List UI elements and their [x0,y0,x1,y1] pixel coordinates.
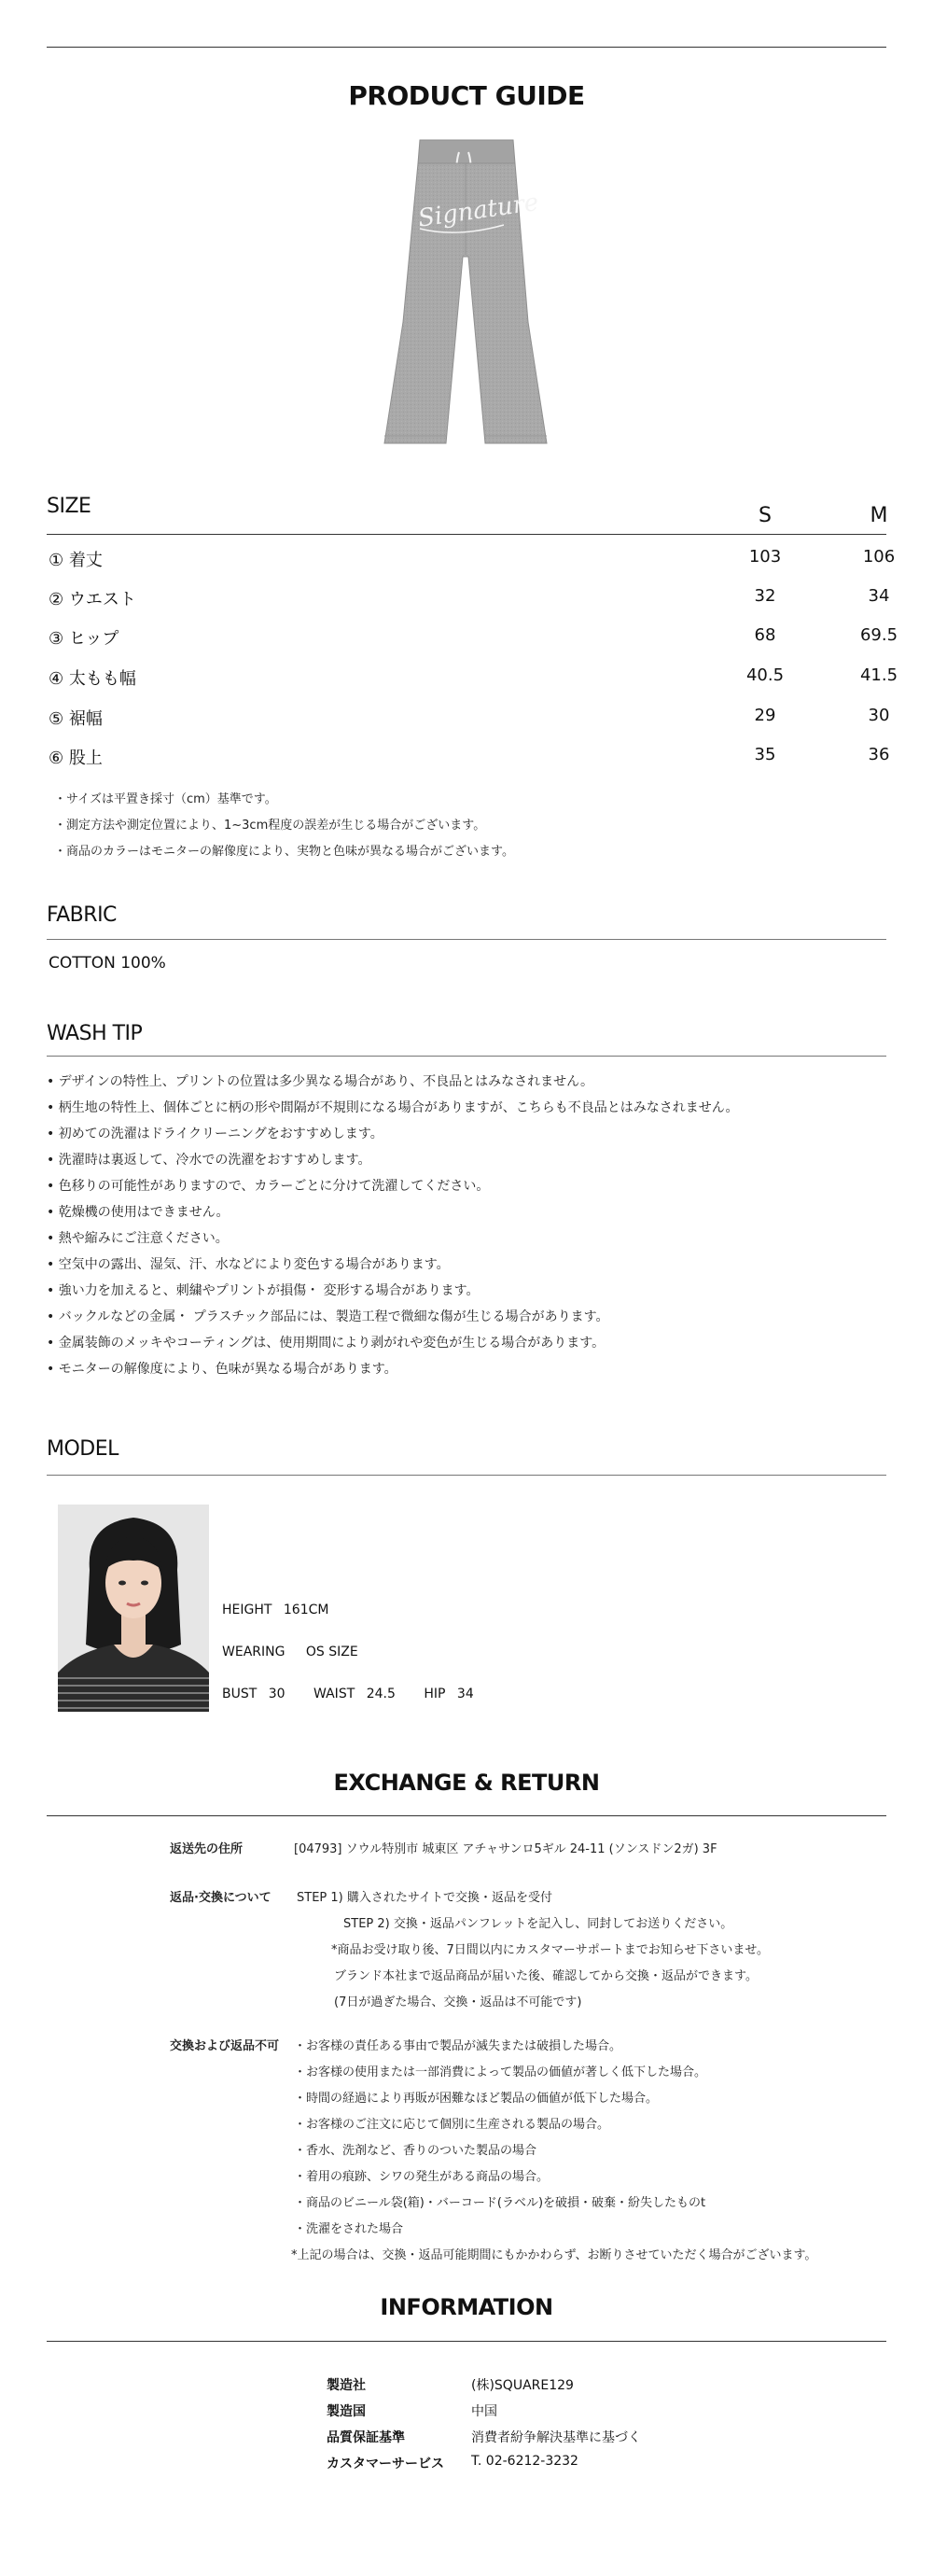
wash-tip-item: • 乾燥機の使用はできません。 [47,1205,230,1220]
exchange-procedure-line: *商品お受け取り後、7日間以内にカスタマーサポートまでお知らせ下さいませ。 [331,1943,769,1957]
model-wearing [222,1645,358,1659]
model-hip-value: 34 [456,1687,474,1701]
size-row [49,547,896,575]
product-guide-title: PRODUCT GUIDE [348,80,585,111]
size-row-label: ⑥ 股上 [49,749,103,768]
information-divider [47,2341,886,2342]
exchange-impossible-line: ・着用の痕跡、シワの発生がある商品の場合。 [294,2170,550,2184]
size-row-s: 40.5 [745,665,785,685]
size-col-m: M [870,504,888,527]
exchange-impossible-line: ・香水、洗剤など、香りのついた製品の場合 [294,2144,537,2158]
size-row-m: 30 [868,706,890,725]
exchange-impossible-line: ・お客様の責任ある事由で製品が滅失または破損した場合。 [294,2039,622,2053]
exchange-impossible-line: ・商品のビニール袋(箱)・バーコード(ラベル)を破損・破棄・紛失したものt [294,2196,706,2210]
size-row [49,625,898,653]
exchange-procedure-line: ブランド本社まで返品商品が届いた後、確認してから交換・返品ができます。 [334,1969,758,1983]
exchange-impossible-line: ・お客様のご注文に応じて個別に生産される製品の場合。 [294,2118,610,2132]
exchange-procedure-line: STEP 2) 交換・返品パンフレットを記入し、同封してお送りください。 [343,1917,733,1931]
info-key: 品質保証基準 [327,2430,405,2445]
size-row-label: ③ ヒップ [49,629,119,649]
size-row-s: 35 [754,745,776,764]
info-value: (株)SQUARE129 [471,2378,574,2393]
info-value: 消費者紛争解決基準に基づく [471,2430,641,2445]
exchange-address-label: 返送先の住所 [170,1842,244,1856]
size-row-label: ④ 太もも幅 [49,669,136,689]
info-key: 製造社 [327,2378,366,2393]
size-row-m: 106 [862,547,896,567]
info-value: 中国 [471,2404,497,2419]
size-row-s: 68 [754,625,776,645]
info-value: T. 02-6212-3232 [471,2454,578,2469]
exchange-impossible-line: ・お客様の使用または一部消費によって製品の価値が著しく低下した場合。 [294,2065,707,2079]
exchange-procedure-line: STEP 1) 購入されたサイトで交換・返品を受付 [297,1891,552,1905]
information-title: INFORMATION [380,2294,553,2320]
exchange-return-title: EXCHANGE & RETURN [333,1770,600,1796]
size-row [49,665,898,693]
fabric-value: COTTON 100% [49,954,166,973]
wash-tip-divider [47,1056,886,1057]
size-row-m: 41.5 [859,665,898,685]
size-col-s: S [759,504,772,527]
info-key: 製造国 [327,2404,366,2419]
exchange-procedure-label: 返品·交換について [170,1891,272,1905]
size-row [49,745,890,773]
wash-tip-item: • 色移りの可能性がありますので、カラーごとに分けて洗濯してください。 [47,1179,490,1194]
exchange-impossible-line: ・洗濯をされた場合 [294,2222,404,2236]
wash-tip-item: • 空気中の露出、湿気、汗、水などにより変色する場合があります。 [47,1257,450,1272]
size-row-s: 103 [748,547,782,567]
wash-tip-item: • 熱や縮みにご注意ください。 [47,1231,229,1246]
info-key: カスタマーサービス [327,2457,444,2471]
model-height-label: HEIGHT [222,1603,272,1617]
model-measurements [222,1687,474,1701]
fabric-divider [47,939,886,940]
size-row [49,586,890,614]
wash-tip-item: • デザインの特性上、プリントの位置は多少異なる場合があり、不良品とはみなされません。 [47,1074,594,1089]
exchange-impossible-line: ・時間の経過により再販が困難なほど製品の価値が低下した場合。 [294,2092,659,2106]
model-photo [58,1505,209,1712]
model-wearing-value: OS SIZE [305,1645,358,1659]
exchange-impossible-label: 交換および返品不可 [170,2039,280,2053]
wash-tip-item: • 初めての洗濯はドライクリーニングをおすすめします。 [47,1127,383,1141]
wash-tip-heading: WASH TIP [47,1022,143,1045]
model-hip-label: HIP [424,1687,446,1701]
exchange-impossible-line: *上記の場合は、交換・返品可能期間にもかかわらず、お断りさせていただく場合がございます。 [291,2248,817,2262]
wash-tip-item: • 洗濯時は裏返して、冷水での洗濯をおすすめします。 [47,1153,371,1168]
size-row-m: 34 [868,586,890,606]
size-row-s: 29 [754,706,776,725]
model-heading: MODEL [47,1437,118,1461]
model-divider [47,1475,886,1476]
fabric-heading: FABRIC [47,903,117,927]
wash-tip-item: • バックルなどの金属・ プラスチック部品には、製造工程で微細な傷が生じる場合があります。 [47,1309,609,1324]
exchange-divider [47,1815,886,1816]
size-row [49,706,890,734]
size-heading: SIZE [47,495,91,518]
svg-text:Signature: Signature [416,188,541,233]
exchange-procedure-line: (7日が過ぎた場合、交換・返品は不可能です) [334,1995,582,2009]
size-note: ・測定方法や測定位置により、1~3cm程度の誤差が生じる場合がございます。 [54,819,486,833]
wash-tip-item: • 強い力を加えると、刺繍やプリントが損傷・ 変形する場合があります。 [47,1283,480,1298]
wash-tip-item: • モニターの解像度により、色味が異なる場合があります。 [47,1362,397,1377]
wash-tip-item: • 金属装飾のメッキやコーティングは、使用期間により剥がれや変色が生じる場合があります。 [47,1336,606,1351]
model-height [222,1603,328,1617]
size-note: ・商品のカラーはモニターの解像度により、実物と色味が異なる場合がございます。 [54,845,514,859]
size-divider [47,534,886,535]
product-image-pants [355,135,578,453]
model-wearing-label: WEARING [222,1645,285,1659]
size-row-label: ① 着丈 [49,551,103,570]
size-row-s: 32 [754,586,776,606]
model-waist-value: 24.5 [366,1687,396,1701]
model-waist-label: WAIST [313,1687,355,1701]
model-bust-value: 30 [268,1687,285,1701]
model-height-value: 161CM [283,1603,329,1617]
size-row-m: 36 [868,745,890,764]
wash-tip-item: • 柄生地の特性上、個体ごとに柄の形や間隔が不規則になる場合がありますが、こちらも不良品とはみなされません。 [47,1100,739,1115]
size-row-label: ② ウエスト [49,590,136,609]
size-note: ・サイズは平置き採寸（cm）基準です。 [54,792,277,806]
model-bust-label: BUST [222,1687,258,1701]
top-divider [47,47,886,48]
size-row-m: 69.5 [859,625,898,645]
exchange-address-value: [04793] ソウル特別市 城東区 アチャサンロ5ギル 24-11 (ソンスドン2ガ) 3F [294,1842,717,1856]
size-row-label: ⑤ 裾幅 [49,709,103,729]
